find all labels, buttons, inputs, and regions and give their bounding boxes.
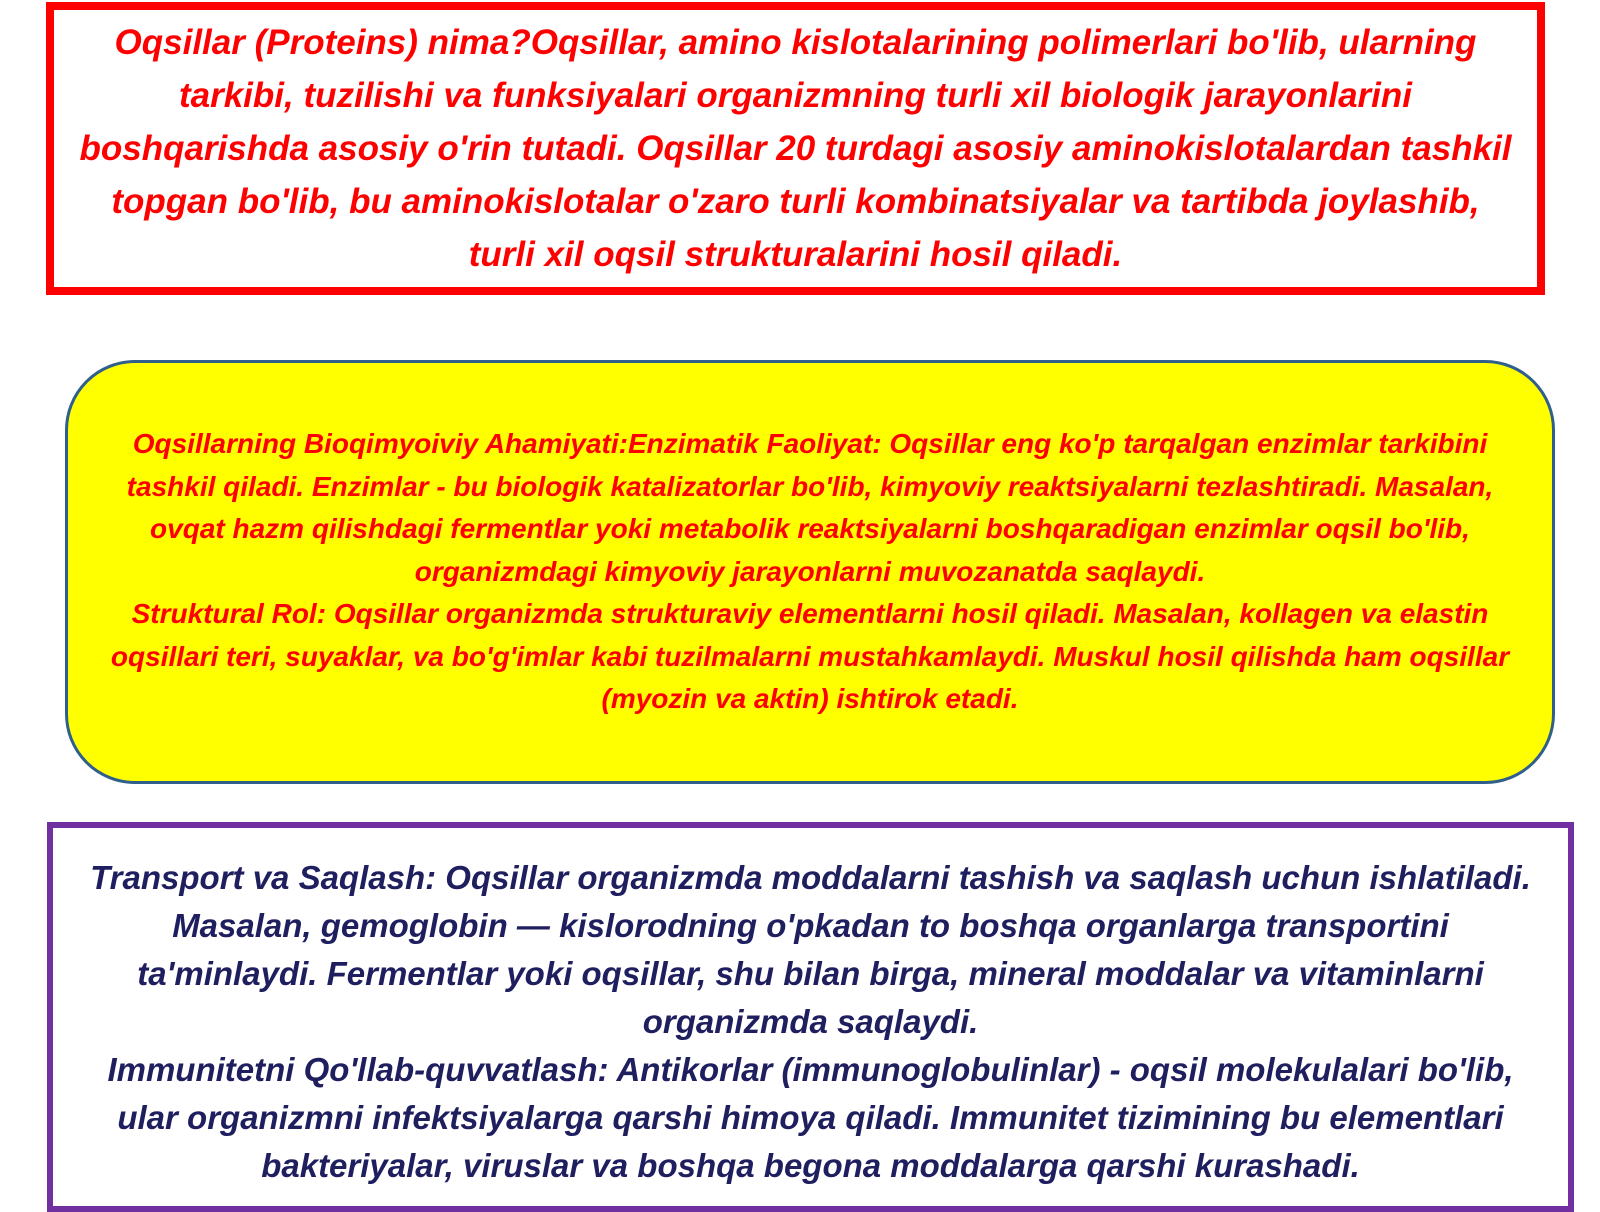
enzymatic-activity-paragraph: Oqsillarning Bioqimyoiviy Ahamiyati:Enzimatik Faoliyat: Oqsillar eng ko'p tarqalgan enzimlar tarkibini tashkil qiladi. Enzimlar - bu biologik katalizatorlar bo'lib, kimyoviy reaktsiyalarni tezlashtiradi. Masalan, ovqat hazm qilishdagi fermentlar yoki metabolik reaktsiyalarni boshqaradigan enzimlar oqsil bo'lib, organizmdagi kimyoviy jarayonlarni muvozanatda saqlaydi.	[126, 428, 1494, 587]
transport-storage-paragraph: Transport va Saqlash: Oqsillar organizmda moddalarni tashish va saqlash uchun ishlatiladi. Masalan, gemoglobin — kislorodning o'pkadan to boshqa organlarga transportini ta'minlaydi. Fermentlar yoki oqsillar, shu bilan birga, mineral moddalar va vitaminlarni organizmda saqlaydi.	[90, 859, 1531, 1040]
structural-role-paragraph: Struktural Rol: Oqsillar organizmda strukturaviy elementlarni hosil qiladi. Masalan, kollagen va elastin oqsillari teri, suyaklar, va bo'g'imlar kabi tuzilmalarni mustahkamlaydi. Muskul hosil qilishda ham oqsillar (myozin va aktin) ishtirok etadi.	[110, 598, 1510, 715]
immunity-support-paragraph: Immunitetni Qo'llab-quvvatlash: Antikorlar (immunoglobulinlar) - oqsil molekulalari bo'lib, ular organizmni infektsiyalarga qarshi himoya qiladi. Immunitet tizimining bu elementlari bakteriyalar, viruslar va boshqa begona moddalarga qarshi kurashadi.	[107, 1051, 1514, 1184]
intro-box	[46, 2, 1545, 295]
biochemical-significance-box	[65, 360, 1555, 784]
intro-text: Oqsillar (Proteins) nima?Oqsillar, amino kislotalarining polimerlari bo'lib, ularning tarkibi, tuzilishi va funksiyalari organizmning turli xil biologik jarayonlarini boshqarishda asosiy o'rin tutadi. Oqsillar 20 turdagi asosiy aminokislotalardan tashkil topgan bo'lib, bu aminokislotalar o'zaro turli kombinatsiyalar va tartibda joylashib, turli xil oqsil strukturalarini hosil qiladi.	[79, 23, 1512, 274]
transport-immunity-box	[47, 822, 1574, 1212]
